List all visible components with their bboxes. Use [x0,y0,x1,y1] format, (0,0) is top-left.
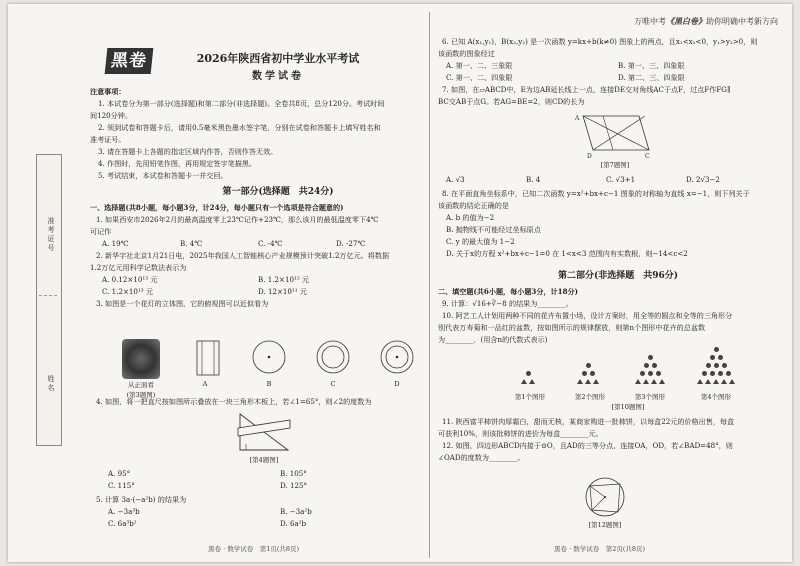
q10-caption: [第10题图] [611,403,645,411]
sidebar-info-strip [36,154,62,446]
name-label: 姓名 [47,375,55,393]
notice-item: 2. 领到试卷和答题卡后，请用0.5毫米黑色墨水签字笔，分别在试卷和答题卡上填写姓名和 [98,123,381,132]
notice-heading: 注意事项： [90,87,126,96]
q10-text: 10. 阿艺工人计划用两种不同的花卉布置小场，设计方案时，用全等的圆点和全等的三角形分 [442,311,733,320]
q7-text: 7. 如图，在▱ABCD中，E为边AB延长线上一点，连接DE交对角线AC于点F，过点F作FG∥ [442,85,731,94]
q1-option-a: A. 19℃ [102,239,129,248]
q4-option-d: D. 125° [280,481,308,490]
part2-title: 第二部分(非选择题 共96分) [557,271,679,281]
svg-text:D: D [587,153,592,158]
brand-name: 《黑白卷》 [666,16,706,26]
exam-sheet [8,4,792,562]
q11-text2: 可获利10%，则该批柿饼的进价为每盒________元。 [438,429,603,438]
q9-text: 9. 计算：√16+∛−8 的结果为________。 [442,299,573,308]
q8-option-c: C. y 的最大值为 1−2 [446,237,515,246]
q8-option-d: D. 关于x的方程 x²+bx+c−1=0 在 1<x<3 范围内有实数根，则−14<c<2 [446,249,688,258]
q7-options [446,174,796,186]
q3-label-d: D [394,380,400,388]
q10-figure [508,349,768,397]
q1-option-b: B. 4℃ [180,239,203,248]
black-tag-logo: 黑卷 [105,48,154,74]
q3-front-label: 从正面看 [128,381,154,389]
q6-text2: 该函数的图象经过 [438,49,495,58]
exam-title: 2026年陕西省初中学业水平考试 [196,52,360,65]
q4-caption: [第4题图] [249,456,279,464]
notice-item: 1. 本试卷分为第一部分(选择题)和第二部分(非选择题)。全卷共8页，总分120分。考试时间 [98,99,385,108]
side-divider [39,295,57,296]
q6-option-b: B. 第一、三、四象限 [618,61,685,70]
notice-item: 3. 请在答题卡上各题的指定区域内作答，否则作答无效。 [98,147,278,156]
svg-text:C: C [645,153,650,158]
part2-instruction: 二、填空题(共6小题，每小题3分，计18分) [438,287,578,296]
notice-block [90,86,420,182]
q6-option-c: C. 第一、二、四象限 [446,73,513,82]
q12-text: 12. 如图，四边形ABCD内接于⊙O，且AD的三等分点，连接OA，OD，若∠BAD=48°，则 [442,441,733,450]
part1-title: 第一部分(选择题 共24分) [222,187,334,197]
q2-option-b: B. 1.2×10¹² 元 [258,275,310,284]
q10-label-3: 第3个图形 [634,393,666,401]
q7-option-a: A. √3 [446,175,465,184]
q8-option-b: B. 抛物线不可能经过坐标原点 [446,225,541,234]
notice-item: 间120分钟。 [90,111,132,120]
q1-option-d: D. -27℃ [336,239,366,248]
q1-option-c: C. -4℃ [258,239,283,248]
q12-text2: ∠OAD的度数为________。 [438,453,525,462]
q4-option-c: C. 115° [108,481,135,490]
q7-option-d: D. 2√3−2 [686,175,720,184]
q5-option-a: A. −3a³b [108,507,140,516]
exam-number-label: 准考证号 [47,217,55,253]
q5-text: 5. 计算 3a·(−a²b) 的结果为 [96,495,187,504]
q3-text: 3. 如图是一个花灯的立体图，它的俯视图可以近似看为 [96,299,269,308]
q11-q12-block [438,416,788,464]
q10-label-2: 第2个图形 [574,393,606,401]
lantern-photo [122,339,160,379]
q4-option-a: A. 95° [108,469,131,478]
footer-right: 黑卷 · 数学试卷 第2页(共8页) [554,545,646,553]
q6-option-a: A. 第一、二、三象限 [446,61,513,70]
q4-figure [236,410,292,452]
svg-text:A: A [575,115,580,122]
q4-option-b: B. 105° [280,469,307,478]
q12-caption: [第12题图] [588,521,622,529]
q5-option-c: C. 6a³b² [108,519,137,528]
q2-text2: 1.2万亿元用科学记数法表示为 [90,263,187,272]
q7-caption: [第7题图] [600,161,630,169]
page-divider [429,12,430,558]
q4-text: 4. 如图，将一把直尺按如图所示叠放在一块三角形木板上，若∠1=65°，则∠2的度数为 [96,397,372,406]
q2-option-c: C. 1.2×10¹³ 元 [102,287,153,296]
q7-option-b: B. 4 [526,175,541,184]
q2-option-d: D. 12×10¹¹ 元 [258,287,307,296]
notice-item: 4. 作图时，先用铅笔作图，再用规定签字笔描黑。 [98,159,256,168]
q3-caption: (第3题图) [126,391,156,399]
q3-shape-a [197,341,219,375]
exam-subtitle: 数学试卷 [252,71,304,82]
q11-text: 11. 陕西富平柿饼肉厚霜白，甜而无核，某商家购进一批柿饼，以每盒22元的价格出售，每盒 [442,417,735,426]
notice-item: 准考证号。 [90,135,126,144]
q9-q10-block [438,286,788,346]
q4-block [96,396,421,408]
q3-options-figure [193,339,423,379]
q5-option-b: B. −3a²b [280,507,312,516]
q10-label-4: 第4个图形 [700,393,732,401]
q10-text2: 别代表万寿菊和一品红的盆数，按如图所示的规律摆放，则第n个图形中花卉的总盆数 [438,323,706,332]
q10-label-1: 第1个图形 [514,393,546,401]
q6-option-d: D. 第二、三、四象限 [618,73,685,82]
q6-block [438,36,788,108]
q1-text2: 可记作 [90,227,112,236]
q5-option-d: D. 6a²b [280,519,307,528]
q8-block [438,188,788,260]
q4-options [108,468,408,492]
q3-label-b: B [266,380,272,388]
q3-label-a: A [202,380,208,388]
q2-text: 2. 新华字社北京1月21日电，2025年我国人工智能核心产业规模预计突破1.2万亿元。将数据 [96,251,390,260]
questions-left-upper [90,202,420,310]
q1-text: 1. 如果西安市2026年2月的最高温度零上23℃记作+23℃，那么该月的最低温度零下4℃ [96,215,379,224]
q10-text3: 为________．(用含n的代数式表示) [438,335,548,344]
q7-figure [573,112,653,158]
brand-banner [634,16,778,27]
footer-left: 黑卷 · 数学试卷 第1页(共8页) [208,545,300,553]
q2-option-a: A. 0.12×10¹³ 元 [102,275,158,284]
q8-text: 8. 在平面直角坐标系中，已知二次函数 y=x²+bx+c−1 图象的对称轴为直线 x=−1，则下列关于 [442,189,750,198]
q7-text2: BC交AB于点G。若AG=BE=2，则CD的长为 [438,97,585,106]
part1-instruction: 一、选择题(共8小题，每小题3分，计24分，每小题只有一个选项是符合题意的) [90,203,344,212]
q12-figure [580,474,630,520]
q5-block [96,494,421,530]
q3-label-c: C [330,380,336,388]
q8-option-a: A. b 的值为−2 [446,213,495,222]
q8-text2: 该函数的结论正确的是 [438,201,509,210]
q7-option-c: C. √3+1 [606,175,636,184]
brand-suffix: 助你明确中考新方向 [706,17,778,26]
q6-text: 6. 已知 A(x₁,y₁)，B(x₂,y₂) 是一次函数 y=kx+b(k≠0) 图象上的两点，且x₁<x₂<0，y₁>y₂>0，则 [442,37,758,46]
notice-item: 5. 考试结束，本试卷和答题卡一并交回。 [98,171,228,180]
brand-prefix: 万唯中考 [634,17,666,26]
